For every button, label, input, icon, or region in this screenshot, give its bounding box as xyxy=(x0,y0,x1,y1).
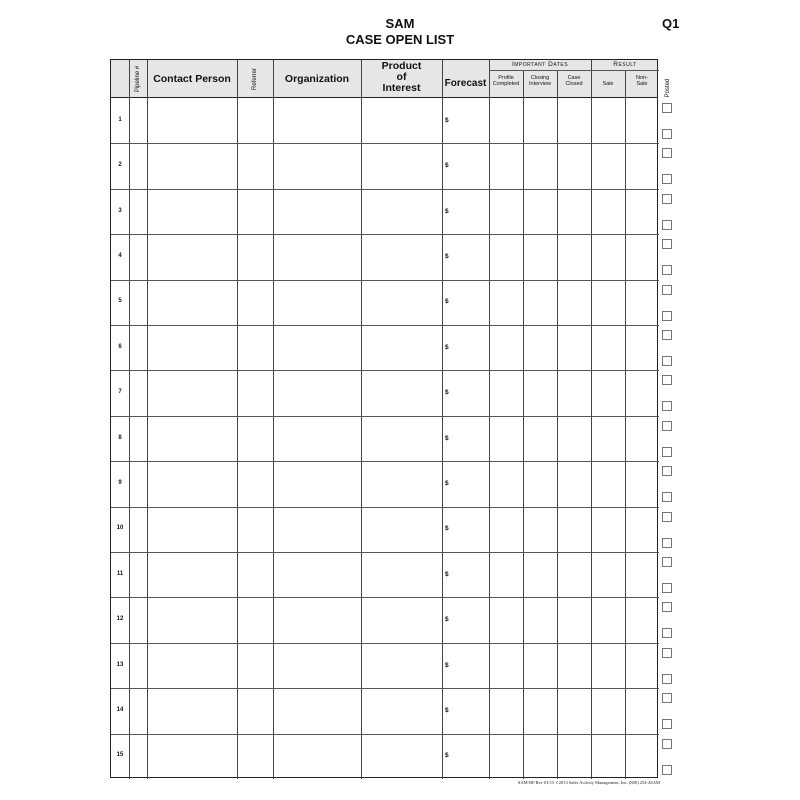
row-divider xyxy=(111,189,659,190)
forecast-dollar-sign: $ xyxy=(445,752,449,760)
row-number: 2 xyxy=(118,162,122,169)
posted-checkbox[interactable] xyxy=(662,103,672,113)
header-important-dates: Important Dates xyxy=(511,61,569,68)
header-sub-line: Case xyxy=(567,75,581,81)
row-divider xyxy=(111,416,659,417)
header-sale: Sale xyxy=(602,81,614,87)
header-referrer: Referrer xyxy=(252,67,258,91)
row-divider xyxy=(111,143,659,144)
forecast-dollar-sign: $ xyxy=(445,252,449,260)
posted-checkbox[interactable] xyxy=(662,375,672,385)
posted-checkbox[interactable] xyxy=(662,466,672,476)
forecast-dollar-sign: $ xyxy=(445,389,449,397)
row-number: 5 xyxy=(118,298,122,305)
row-number: 14 xyxy=(116,706,124,713)
posted-checkbox[interactable] xyxy=(662,693,672,703)
forecast-dollar-sign: $ xyxy=(445,525,449,533)
posted-checkbox[interactable] xyxy=(662,765,672,775)
posted-checkbox[interactable] xyxy=(662,239,672,249)
posted-checkbox[interactable] xyxy=(662,356,672,366)
row-number: 10 xyxy=(116,525,124,532)
posted-checkbox[interactable] xyxy=(662,557,672,567)
header-sub-line: Completed xyxy=(492,80,520,87)
row-divider xyxy=(111,234,659,235)
posted-checkbox[interactable] xyxy=(662,628,672,638)
forecast-dollar-sign: $ xyxy=(445,116,449,124)
header-product-line: Interest xyxy=(382,82,421,95)
header-non-sale xyxy=(625,76,659,88)
posted-checkbox[interactable] xyxy=(662,194,672,204)
posted-checkbox[interactable] xyxy=(662,719,672,729)
row-number: 11 xyxy=(116,570,124,577)
row-divider xyxy=(111,688,659,689)
form-subtitle: CASE OPEN LIST xyxy=(345,32,455,47)
header-posted: Posted xyxy=(665,78,671,98)
header-pipeline: Pipeline # xyxy=(135,65,141,93)
forecast-dollar-sign: $ xyxy=(445,343,449,351)
forecast-dollar-sign: $ xyxy=(445,162,449,170)
row-divider xyxy=(111,643,659,644)
forecast-dollar-sign: $ xyxy=(445,661,449,669)
forecast-dollar-sign: $ xyxy=(445,479,449,487)
col-divider xyxy=(557,70,558,779)
posted-checkbox[interactable] xyxy=(662,583,672,593)
row-number: 13 xyxy=(116,661,124,668)
form-title: SAM xyxy=(385,16,415,31)
col-divider xyxy=(591,60,592,779)
posted-checkbox[interactable] xyxy=(662,265,672,275)
header-product-line: Product xyxy=(381,60,422,72)
posted-checkbox[interactable] xyxy=(662,311,672,321)
col-divider xyxy=(361,60,362,779)
form-footer: SAM-BP Rev 01/15 ©2013 Sales Activity Management, Inc. (800) 254-4SAM xyxy=(517,780,660,785)
header-product-of-interest xyxy=(361,61,442,94)
forecast-dollar-sign: $ xyxy=(445,434,449,442)
posted-checkbox[interactable] xyxy=(662,512,672,522)
header-sub-line: Closed xyxy=(565,80,583,87)
posted-checkbox[interactable] xyxy=(662,174,672,184)
posted-checkbox[interactable] xyxy=(662,492,672,502)
col-divider xyxy=(273,60,274,779)
row-number: 4 xyxy=(118,252,122,259)
posted-checkbox[interactable] xyxy=(662,538,672,548)
forecast-dollar-sign: $ xyxy=(445,616,449,624)
col-divider xyxy=(625,70,626,779)
row-divider xyxy=(111,507,659,508)
col-divider xyxy=(442,60,443,779)
header-closing-interview xyxy=(523,76,557,88)
row-divider xyxy=(111,552,659,553)
posted-checkbox[interactable] xyxy=(662,739,672,749)
posted-checkbox[interactable] xyxy=(662,129,672,139)
header-profile-completed xyxy=(489,76,523,88)
row-number: 7 xyxy=(118,389,122,396)
posted-checkbox[interactable] xyxy=(662,285,672,295)
posted-checkbox[interactable] xyxy=(662,148,672,158)
row-divider xyxy=(111,597,659,598)
forecast-dollar-sign: $ xyxy=(445,298,449,306)
row-divider xyxy=(111,370,659,371)
row-divider xyxy=(111,461,659,462)
posted-checkbox[interactable] xyxy=(662,220,672,230)
posted-checkbox[interactable] xyxy=(662,447,672,457)
posted-checkbox[interactable] xyxy=(662,330,672,340)
row-number: 15 xyxy=(116,752,124,759)
case-open-table xyxy=(110,59,658,778)
posted-checkbox[interactable] xyxy=(662,602,672,612)
posted-checkbox[interactable] xyxy=(662,401,672,411)
col-divider xyxy=(237,60,238,779)
header-organization: Organization xyxy=(284,73,350,85)
header-sub-line: Profile xyxy=(498,75,514,81)
posted-checkbox[interactable] xyxy=(662,421,672,431)
forecast-dollar-sign: $ xyxy=(445,706,449,714)
row-divider xyxy=(111,280,659,281)
header-sub-line: Closing xyxy=(530,75,550,81)
row-divider xyxy=(111,325,659,326)
posted-checkbox[interactable] xyxy=(662,674,672,684)
row-number: 3 xyxy=(118,207,122,214)
row-number: 8 xyxy=(118,434,122,441)
header-case-closed xyxy=(557,76,591,88)
header-forecast: Forecast xyxy=(444,78,487,89)
col-divider xyxy=(147,60,148,779)
row-divider xyxy=(111,734,659,735)
row-number: 9 xyxy=(118,479,122,486)
header-sub-line: Interview xyxy=(528,80,551,87)
row-number: 1 xyxy=(118,116,122,123)
form-code: Q1 xyxy=(662,16,680,31)
row-number: 12 xyxy=(116,616,124,623)
header-contact-person: Contact Person xyxy=(153,73,231,85)
posted-checkbox[interactable] xyxy=(662,648,672,658)
col-divider xyxy=(489,60,490,779)
forecast-dollar-sign: $ xyxy=(445,570,449,578)
col-divider xyxy=(129,60,130,779)
header-result: Result xyxy=(613,61,637,68)
row-number: 6 xyxy=(118,343,122,350)
header-product-line: of xyxy=(396,71,407,84)
forecast-dollar-sign: $ xyxy=(445,207,449,215)
col-divider xyxy=(523,70,524,779)
header-sub-line: Sale xyxy=(636,80,648,87)
group-divider xyxy=(489,70,659,71)
header-sub-line: Non- xyxy=(636,75,648,81)
